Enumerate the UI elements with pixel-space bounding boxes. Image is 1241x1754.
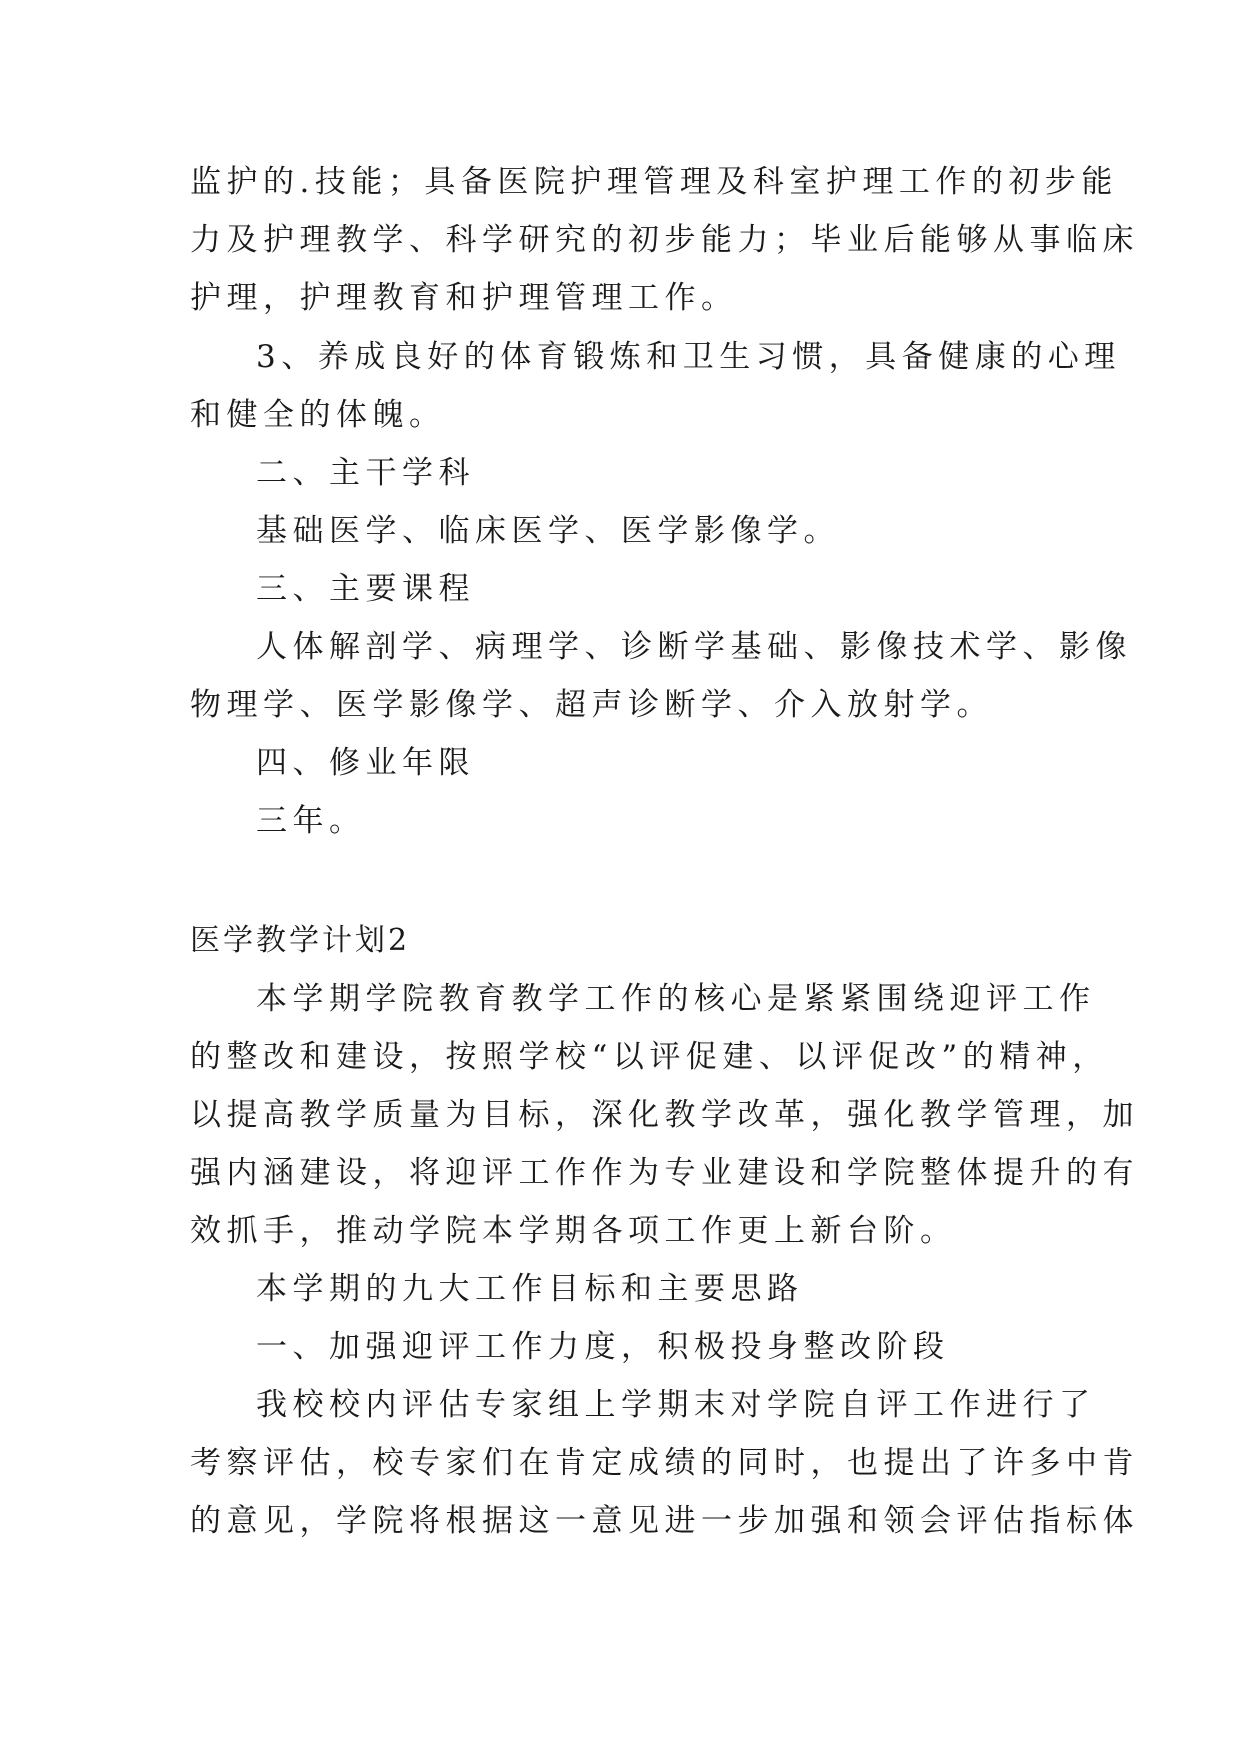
paragraph-line: 3、养成良好的体育锻炼和卫生习惯，具备健康的心理 <box>256 339 1121 375</box>
goal1-paragraph <box>190 1376 1139 1550</box>
main-courses-paragraph <box>190 618 1132 734</box>
section-title: 医学教学计划2 <box>190 923 411 958</box>
paragraph-line: 监护的.技能；具备医院护理管理及科室护理工作的初步能 <box>190 164 1118 200</box>
paragraph-line: 的意见，学院将根据这一意见进一步加强和领会评估指标体 <box>190 1503 1139 1539</box>
paragraph-line: 我校校内评估专家组上学期末对学院自评工作进行了 <box>256 1387 1096 1423</box>
paragraph-line: 效抓手，推动学院本学期各项工作更上新台阶。 <box>190 1213 957 1249</box>
intro-paragraph <box>190 970 1139 1260</box>
paragraph-line: 强内涵建设，将迎评工作作为专业建设和学院整体提升的有 <box>190 1155 1139 1191</box>
paragraph-line: 本学期学院教育教学工作的核心是紧紧围绕迎评工作 <box>256 981 1096 1017</box>
paragraph-line: 物理学、医学影像学、超声诊断学、介入放射学。 <box>190 687 993 723</box>
paragraph-line: 考察评估，校专家们在肯定成绩的同时，也提出了许多中肯 <box>190 1445 1139 1481</box>
paragraph-line: 以提高教学质量为目标，深化教学改革，强化教学管理，加 <box>190 1097 1139 1133</box>
main-subjects-heading: 二、主干学科 <box>256 455 475 491</box>
item2-continuation-paragraph <box>190 153 1139 327</box>
goal1-heading: 一、加强迎评工作力度，积极投身整改阶段 <box>256 1329 950 1365</box>
paragraph-line: 力及护理教学、科学研究的初步能力；毕业后能够从事临床 <box>190 222 1139 258</box>
study-years-text: 三年。 <box>256 803 366 839</box>
paragraph-line: 和健全的体魄。 <box>190 397 446 433</box>
paragraph-line: 的整改和建设，按照学校“以评促建、以评促改”的精神， <box>190 1039 1109 1075</box>
study-years-heading: 四、修业年限 <box>256 745 475 781</box>
paragraph-line: 护理，护理教育和护理管理工作。 <box>190 280 738 316</box>
item3-paragraph <box>190 328 1121 444</box>
paragraph-line: 人体解剖学、病理学、诊断学基础、影像技术学、影像 <box>256 629 1132 665</box>
main-subjects-text: 基础医学、临床医学、医学影像学。 <box>256 513 840 549</box>
goals-heading: 本学期的九大工作目标和主要思路 <box>256 1271 804 1307</box>
main-courses-heading: 三、主要课程 <box>256 571 475 607</box>
